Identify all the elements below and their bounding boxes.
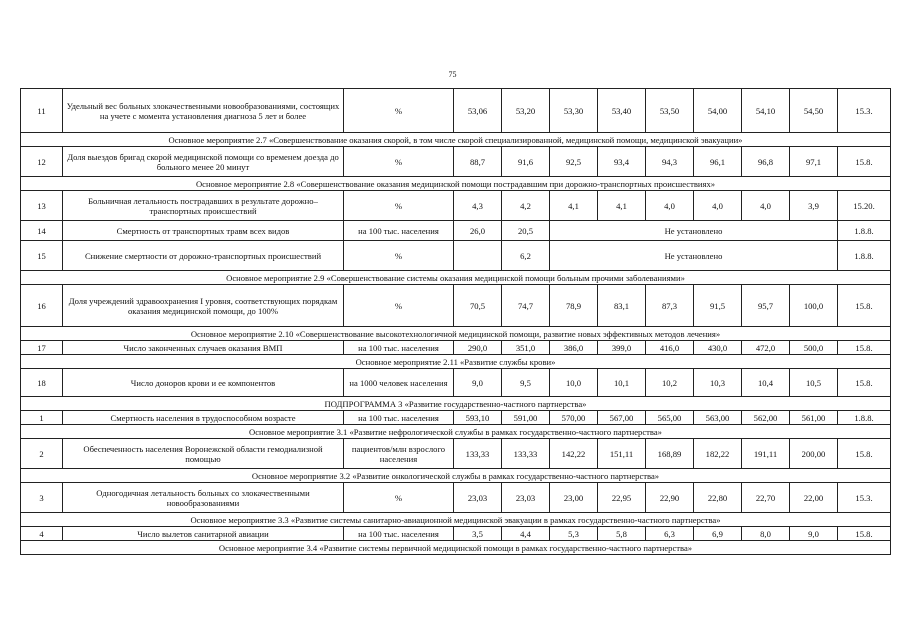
- page-number: 75: [448, 70, 457, 79]
- table-row: [21, 191, 891, 221]
- section-title: Основное мероприятие 3.1 «Развитие нефрологической службы в рамках государственно-частного партнерства»: [21, 425, 891, 439]
- value-cell: 93,4: [598, 147, 646, 177]
- value-cell: 10,1: [598, 369, 646, 397]
- value-cell: 53,20: [502, 89, 550, 133]
- value-cell: 567,00: [598, 411, 646, 425]
- value-cell: 430,0: [694, 341, 742, 355]
- value-cell: 83,1: [598, 285, 646, 327]
- value-cell: 561,00: [790, 411, 838, 425]
- value-cell: 10,2: [646, 369, 694, 397]
- value-cell: 200,00: [790, 439, 838, 469]
- value-cell: 562,00: [742, 411, 790, 425]
- value-cell: 91,6: [502, 147, 550, 177]
- value-cell: 78,9: [550, 285, 598, 327]
- unit-cell: %: [344, 285, 454, 327]
- section-row: [21, 425, 891, 439]
- row-number: 15: [21, 241, 63, 271]
- value-cell: 563,00: [694, 411, 742, 425]
- table-row: [21, 147, 891, 177]
- value-cell: 472,0: [742, 341, 790, 355]
- section-title: Основное мероприятие 2.9 «Совершенствование системы оказания медицинской помощи больным прочими заболеваниями»: [21, 271, 891, 285]
- row-number: 4: [21, 527, 63, 541]
- value-cell: 97,1: [790, 147, 838, 177]
- section-row: [21, 397, 891, 411]
- merged-note: Не установлено: [550, 221, 838, 241]
- section-row: [21, 327, 891, 341]
- table-row: [21, 369, 891, 397]
- merged-note: Не установлено: [550, 241, 838, 271]
- value-cell: 4,3: [454, 191, 502, 221]
- table-row: [21, 285, 891, 327]
- row-number: 14: [21, 221, 63, 241]
- row-number: 18: [21, 369, 63, 397]
- value-cell: 10,5: [790, 369, 838, 397]
- unit-cell: %: [344, 147, 454, 177]
- unit-cell: на 100 тыс. населения: [344, 341, 454, 355]
- indicator-name: Больничная летальность пострадавших в результате дорожно–транспортных происшествий: [63, 191, 344, 221]
- section-row: [21, 513, 891, 527]
- value-cell: 570,00: [550, 411, 598, 425]
- row-number: 11: [21, 89, 63, 133]
- indicator-name: Смертность от транспортных травм всех видов: [63, 221, 344, 241]
- value-cell: 4,0: [742, 191, 790, 221]
- value-cell: 54,50: [790, 89, 838, 133]
- indicator-name: Обеспеченность населения Воронежской области гемодиализной помощью: [63, 439, 344, 469]
- table-row: [21, 241, 891, 271]
- value-cell: [454, 241, 502, 271]
- value-cell: 4,1: [598, 191, 646, 221]
- value-cell: 133,33: [454, 439, 502, 469]
- unit-cell: пациентов/млн взрослого населения: [344, 439, 454, 469]
- section-title: ПОДПРОГРАММА 3 «Развитие государственно-частного партнерства»: [21, 397, 891, 411]
- value-cell: 92,5: [550, 147, 598, 177]
- value-cell: 26,0: [454, 221, 502, 241]
- table-row: [21, 439, 891, 469]
- section-row: [21, 541, 891, 555]
- value-cell: 4,0: [694, 191, 742, 221]
- value-cell: 4,2: [502, 191, 550, 221]
- reference-cell: 15.20.: [838, 191, 891, 221]
- value-cell: 4,1: [550, 191, 598, 221]
- value-cell: 95,7: [742, 285, 790, 327]
- value-cell: 96,1: [694, 147, 742, 177]
- row-number: 12: [21, 147, 63, 177]
- table-row: [21, 527, 891, 541]
- value-cell: 8,0: [742, 527, 790, 541]
- value-cell: 22,95: [598, 483, 646, 513]
- indicator-name: Доля учреждений здравоохранения I уровня, соответствующих порядкам оказания медицинской помощи, до 100%: [63, 285, 344, 327]
- table-row: [21, 483, 891, 513]
- indicator-name: Снижение смертности от дорожно-транспортных происшествий: [63, 241, 344, 271]
- indicators-table: [20, 88, 891, 555]
- unit-cell: на 1000 человек населения: [344, 369, 454, 397]
- value-cell: 22,90: [646, 483, 694, 513]
- value-cell: 23,03: [454, 483, 502, 513]
- reference-cell: 15.8.: [838, 147, 891, 177]
- section-row: [21, 355, 891, 369]
- table-row: [21, 341, 891, 355]
- section-row: [21, 133, 891, 147]
- value-cell: 22,70: [742, 483, 790, 513]
- value-cell: 70,5: [454, 285, 502, 327]
- section-title: Основное мероприятие 3.3 «Развитие системы санитарно-авиационной медицинской эвакуации в рамках государственно-частного партнерства»: [21, 513, 891, 527]
- section-row: [21, 177, 891, 191]
- value-cell: 3,5: [454, 527, 502, 541]
- row-number: 16: [21, 285, 63, 327]
- unit-cell: на 100 тыс. населения: [344, 221, 454, 241]
- indicator-name: Число вылетов санитарной авиации: [63, 527, 344, 541]
- reference-cell: 15.8.: [838, 439, 891, 469]
- reference-cell: 15.3.: [838, 89, 891, 133]
- value-cell: 22,00: [790, 483, 838, 513]
- value-cell: 142,22: [550, 439, 598, 469]
- value-cell: 53,40: [598, 89, 646, 133]
- reference-cell: 15.8.: [838, 341, 891, 355]
- section-row: [21, 271, 891, 285]
- value-cell: 5,3: [550, 527, 598, 541]
- section-row: [21, 469, 891, 483]
- section-title: Основное мероприятие 2.8 «Совершенствование оказания медицинской помощи пострадавшим при дорожно-транспортных происшествиях»: [21, 177, 891, 191]
- unit-cell: %: [344, 191, 454, 221]
- table-row: [21, 411, 891, 425]
- value-cell: 6,3: [646, 527, 694, 541]
- row-number: 17: [21, 341, 63, 355]
- reference-cell: 15.8.: [838, 369, 891, 397]
- reference-cell: 15.3.: [838, 483, 891, 513]
- row-number: 13: [21, 191, 63, 221]
- unit-cell: %: [344, 89, 454, 133]
- section-title: Основное мероприятие 3.4 «Развитие системы первичной медицинской помощи в рамках государственно-частного партнерства»: [21, 541, 891, 555]
- value-cell: 96,8: [742, 147, 790, 177]
- indicator-name: Удельный вес больных злокачественными новообразованиями, состоящих на учете с момента установления диагноза 5 лет и более: [63, 89, 344, 133]
- value-cell: 416,0: [646, 341, 694, 355]
- value-cell: 53,06: [454, 89, 502, 133]
- value-cell: 4,0: [646, 191, 694, 221]
- value-cell: 386,0: [550, 341, 598, 355]
- value-cell: 565,00: [646, 411, 694, 425]
- reference-cell: 1.8.8.: [838, 411, 891, 425]
- value-cell: 20,5: [502, 221, 550, 241]
- value-cell: 500,0: [790, 341, 838, 355]
- value-cell: 6,2: [502, 241, 550, 271]
- value-cell: 133,33: [502, 439, 550, 469]
- value-cell: 53,50: [646, 89, 694, 133]
- value-cell: 54,10: [742, 89, 790, 133]
- value-cell: 591,00: [502, 411, 550, 425]
- row-number: 3: [21, 483, 63, 513]
- value-cell: 94,3: [646, 147, 694, 177]
- indicator-name: Одногодичная летальность больных со злокачественными новообразованиями: [63, 483, 344, 513]
- row-number: 2: [21, 439, 63, 469]
- table-row: [21, 89, 891, 133]
- indicator-name: Число доноров крови и ее компонентов: [63, 369, 344, 397]
- value-cell: 290,0: [454, 341, 502, 355]
- section-title: Основное мероприятие 2.7 «Совершенствование оказания скорой, в том числе скорой специализированной, медицинской помощи, медицинской эвакуации»: [21, 133, 891, 147]
- value-cell: 3,9: [790, 191, 838, 221]
- value-cell: 351,0: [502, 341, 550, 355]
- value-cell: 54,00: [694, 89, 742, 133]
- reference-cell: 15.8.: [838, 527, 891, 541]
- unit-cell: %: [344, 241, 454, 271]
- value-cell: 593,10: [454, 411, 502, 425]
- value-cell: 191,11: [742, 439, 790, 469]
- indicator-name: Число законченных случаев оказания ВМП: [63, 341, 344, 355]
- value-cell: 5,8: [598, 527, 646, 541]
- reference-cell: 1.8.8.: [838, 241, 891, 271]
- value-cell: 9,5: [502, 369, 550, 397]
- value-cell: 91,5: [694, 285, 742, 327]
- value-cell: 10,4: [742, 369, 790, 397]
- table-row: [21, 221, 891, 241]
- value-cell: 100,0: [790, 285, 838, 327]
- row-number: 1: [21, 411, 63, 425]
- value-cell: 23,00: [550, 483, 598, 513]
- reference-cell: 15.8.: [838, 285, 891, 327]
- value-cell: 9,0: [454, 369, 502, 397]
- value-cell: 88,7: [454, 147, 502, 177]
- indicator-name: Доля выездов бригад скорой медицинской помощи со временем доезда до больного менее 20 минут: [63, 147, 344, 177]
- value-cell: 10,0: [550, 369, 598, 397]
- unit-cell: на 100 тыс. населения: [344, 411, 454, 425]
- unit-cell: на 100 тыс. населения: [344, 527, 454, 541]
- value-cell: 4,4: [502, 527, 550, 541]
- value-cell: 9,0: [790, 527, 838, 541]
- value-cell: 6,9: [694, 527, 742, 541]
- value-cell: 10,3: [694, 369, 742, 397]
- value-cell: 168,89: [646, 439, 694, 469]
- value-cell: 53,30: [550, 89, 598, 133]
- section-title: Основное мероприятие 2.10 «Совершенствование высокотехнологичной медицинской помощи, развитие новых эффективных методов лечения»: [21, 327, 891, 341]
- reference-cell: 1.8.8.: [838, 221, 891, 241]
- value-cell: 87,3: [646, 285, 694, 327]
- value-cell: 399,0: [598, 341, 646, 355]
- unit-cell: %: [344, 483, 454, 513]
- section-title: Основное мероприятие 2.11 «Развитие службы крови»: [21, 355, 891, 369]
- section-title: Основное мероприятие 3.2 «Развитие онкологической службы в рамках государственно-частного партнерства»: [21, 469, 891, 483]
- value-cell: 182,22: [694, 439, 742, 469]
- value-cell: 22,80: [694, 483, 742, 513]
- value-cell: 23,03: [502, 483, 550, 513]
- value-cell: 74,7: [502, 285, 550, 327]
- indicator-name: Смертность населения в трудоспособном возрасте: [63, 411, 344, 425]
- value-cell: 151,11: [598, 439, 646, 469]
